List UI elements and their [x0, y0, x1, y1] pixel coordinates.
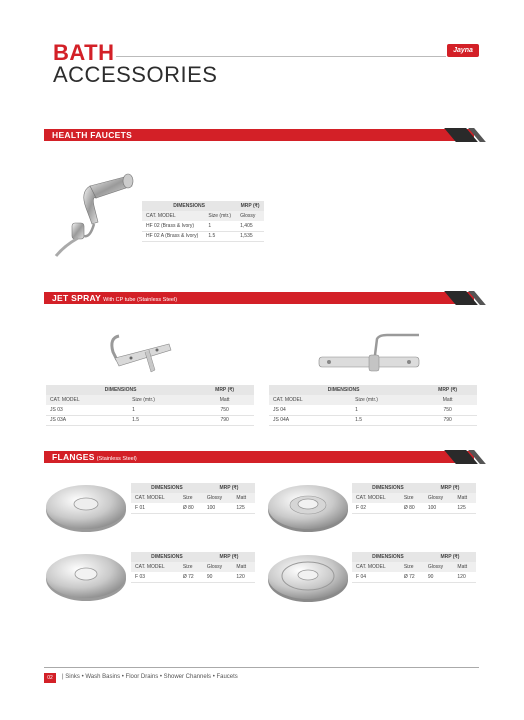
table-row: [46, 405, 254, 415]
cell-price: 1,405: [236, 221, 264, 231]
table-header-dimensions: DIMENSIONS: [46, 385, 195, 395]
cell-price: 790: [418, 415, 477, 425]
health-faucets-table: [142, 201, 264, 242]
cell-model: JS 04A: [269, 415, 351, 425]
cell-model: F 04: [352, 572, 400, 582]
table-row: [269, 415, 477, 425]
cell-model: JS 03: [46, 405, 128, 415]
cell-glossy: 90: [203, 572, 233, 582]
col-header-cat-model: CAT. MODEL: [269, 395, 351, 405]
col-header-size: Size: [400, 562, 424, 572]
cell-model: F 02: [352, 503, 400, 513]
cell-price: 750: [195, 405, 254, 415]
cell-matt: 120: [453, 572, 476, 582]
table-header-mrp: MRP (₹): [195, 385, 254, 395]
section-band-flanges: [44, 451, 474, 463]
page-title-bath: BATH: [53, 40, 115, 65]
section-title-jet-spray: JET SPRAY: [52, 293, 102, 303]
cell-model: JS 03A: [46, 415, 128, 425]
jet-spray-table-1: [46, 385, 254, 426]
table-header-dimensions: DIMENSIONS: [269, 385, 418, 395]
footer-categories: | Sinks • Wash Basins • Floor Drains • Shower Channels • Faucets: [62, 674, 238, 680]
health-faucet-image: [50, 168, 140, 258]
cell-size: 1: [204, 221, 236, 231]
footer-divider: [44, 667, 479, 668]
flange-f04-image: [266, 548, 350, 606]
jet-spray-wall-image: [315, 333, 425, 378]
table-header-mrp: MRP (₹): [424, 552, 476, 562]
col-header-matt: Matt: [232, 493, 255, 503]
cell-size: Ø 72: [179, 572, 203, 582]
table-header-mrp: MRP (₹): [424, 483, 476, 493]
table-row: [131, 572, 255, 582]
col-header-matt: Matt: [453, 493, 476, 503]
table-row: [131, 503, 255, 513]
flange-table-f01: [131, 483, 255, 514]
cell-size: 1: [351, 405, 418, 415]
section-title-flanges: FLANGES: [52, 452, 95, 462]
cell-model: HF 02 (Brass & Ivory): [142, 221, 204, 231]
col-header-cat-model: CAT. MODEL: [131, 493, 179, 503]
table-row: [352, 503, 476, 513]
cell-model: F 03: [131, 572, 179, 582]
title-divider: [116, 56, 446, 57]
flange-table-f02: [352, 483, 476, 514]
table-row: [142, 231, 264, 241]
col-header-matt: Matt: [232, 562, 255, 572]
flange-f01-image: [44, 478, 128, 536]
col-header-size: Size (mtr.): [204, 211, 236, 221]
cell-price: 1,535: [236, 231, 264, 241]
col-header-cat-model: CAT. MODEL: [352, 493, 400, 503]
section-title-health-faucets: HEALTH FAUCETS: [52, 130, 133, 140]
brand-logo: Jayna: [447, 44, 479, 57]
col-header-size: Size: [179, 562, 203, 572]
cell-glossy: 100: [424, 503, 454, 513]
table-row: [46, 415, 254, 425]
flange-f02-image: [266, 478, 350, 536]
cell-size: Ø 72: [400, 572, 424, 582]
cell-size: Ø 80: [179, 503, 203, 513]
col-header-finish: Matt: [418, 395, 477, 405]
col-header-finish: Matt: [195, 395, 254, 405]
table-header-mrp: MRP (₹): [203, 552, 255, 562]
table-header-dimensions: DIMENSIONS: [131, 483, 203, 493]
cell-model: HF 02 A (Brass & Ivory): [142, 231, 204, 241]
table-header-mrp: MRP (₹): [203, 483, 255, 493]
cell-model: JS 04: [269, 405, 351, 415]
table-header-dimensions: DIMENSIONS: [352, 483, 424, 493]
table-header-dimensions: DIMENSIONS: [352, 552, 424, 562]
table-header-dimensions: DIMENSIONS: [142, 201, 236, 211]
page-number: 02: [44, 673, 56, 683]
cell-glossy: 90: [424, 572, 454, 582]
cell-matt: 120: [232, 572, 255, 582]
col-header-size: Size (mtr.): [128, 395, 195, 405]
page-title-accessories: ACCESSORIES: [53, 62, 218, 87]
col-header-size: Size: [400, 493, 424, 503]
col-header-cat-model: CAT. MODEL: [46, 395, 128, 405]
col-header-matt: Matt: [453, 562, 476, 572]
col-header-glossy: Glossy: [424, 562, 454, 572]
flange-f03-image: [44, 548, 128, 604]
cell-glossy: 100: [203, 503, 233, 513]
col-header-size: Size: [179, 493, 203, 503]
table-header-mrp: MRP (₹): [236, 201, 264, 211]
section-subtitle-jet-spray: With CP tube (Stainless Steel): [103, 297, 178, 303]
cell-price: 790: [195, 415, 254, 425]
table-header-mrp: MRP (₹): [418, 385, 477, 395]
flange-table-f04: [352, 552, 476, 583]
cell-size: 1.5: [128, 415, 195, 425]
cell-size: Ø 80: [400, 503, 424, 513]
col-header-cat-model: CAT. MODEL: [352, 562, 400, 572]
cell-size: 1: [128, 405, 195, 415]
cell-matt: 125: [453, 503, 476, 513]
cell-matt: 125: [232, 503, 255, 513]
col-header-cat-model: CAT. MODEL: [131, 562, 179, 572]
section-band-jet-spray: [44, 292, 474, 304]
section-band-health-faucets: [44, 129, 474, 141]
table-row: [352, 572, 476, 582]
col-header-glossy: Glossy: [203, 493, 233, 503]
table-header-dimensions: DIMENSIONS: [131, 552, 203, 562]
col-header-finish: Glossy: [236, 211, 264, 221]
table-row: [142, 221, 264, 231]
cell-price: 750: [418, 405, 477, 415]
cell-size: 1.5: [351, 415, 418, 425]
col-header-cat-model: CAT. MODEL: [142, 211, 204, 221]
section-subtitle-flanges: (Stainless Steel): [96, 456, 137, 462]
col-header-glossy: Glossy: [203, 562, 233, 572]
jet-spray-hook-image: [105, 330, 175, 380]
col-header-glossy: Glossy: [424, 493, 454, 503]
cell-size: 1.5: [204, 231, 236, 241]
jet-spray-table-2: [269, 385, 477, 426]
cell-model: F 01: [131, 503, 179, 513]
table-row: [269, 405, 477, 415]
col-header-size: Size (mtr.): [351, 395, 418, 405]
flange-table-f03: [131, 552, 255, 583]
